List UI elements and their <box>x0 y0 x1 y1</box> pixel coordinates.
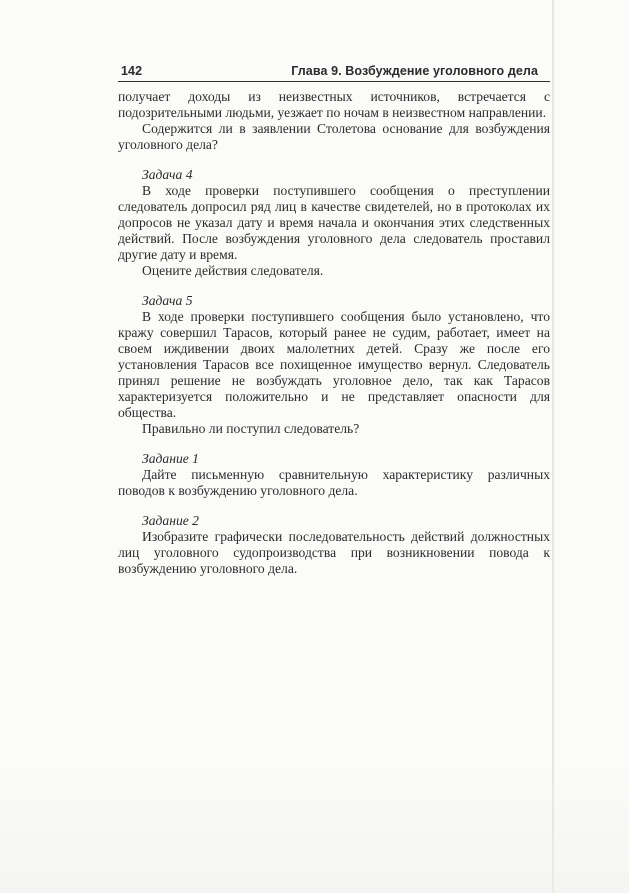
page-number: 142 <box>121 64 143 78</box>
task-5-body: В ходе проверки поступившего сообщения было установлено, что кражу совершил Тарасов, который ранее не судим, работает, имеет на своем иждивении двоих малолетних детей. Сразу же после его установления Тарасов все похищенное имущество вернул. Следователь принял решение не возбуждать уголовное дело, так как Тарасов характеризуется положительно и не представляет опасности для общества. <box>118 309 550 420</box>
page-content <box>118 89 550 577</box>
intro-question: Содержится ли в заявлении Столетова основание для возбуждения уголовного дела? <box>118 121 550 152</box>
task-4-question: Оцените действия следователя. <box>142 263 324 278</box>
intro-paragraph-continued: получает доходы из неизвестных источников, встречается с подозрительными людьми, уезжает по ночам в неизвестном направлении. <box>118 89 550 120</box>
task-5-question: Правильно ли поступил следователь? <box>142 421 360 436</box>
assignment-2-title: Задание 2 <box>142 513 199 528</box>
assignment-2-body: Изобразите графически последовательность действий должностных лиц уголовного судопроизводства при возникновении повода к возбуждению уголовного дела. <box>118 529 550 576</box>
chapter-title: Глава 9. Возбуждение уголовного дела <box>291 64 538 78</box>
assignment-1-body: Дайте письменную сравнительную характеристику различных поводов к возбуждению уголовного дела. <box>118 467 550 498</box>
task-4-body: В ходе проверки поступившего сообщения о преступлении следователь допросил ряд лиц в качестве свидетелей, но в протоколах их допросов не указал дату и время начала и окончания этих следственных действий. После возбуждения уголовного дела следователь проставил другие дату и время. <box>118 183 550 262</box>
running-header <box>118 64 550 82</box>
task-5-title: Задача 5 <box>142 293 193 308</box>
task-4-title: Задача 4 <box>142 167 193 182</box>
book-page <box>118 64 550 577</box>
scan-shadow <box>0 760 629 893</box>
assignment-1-title: Задание 1 <box>142 451 199 466</box>
